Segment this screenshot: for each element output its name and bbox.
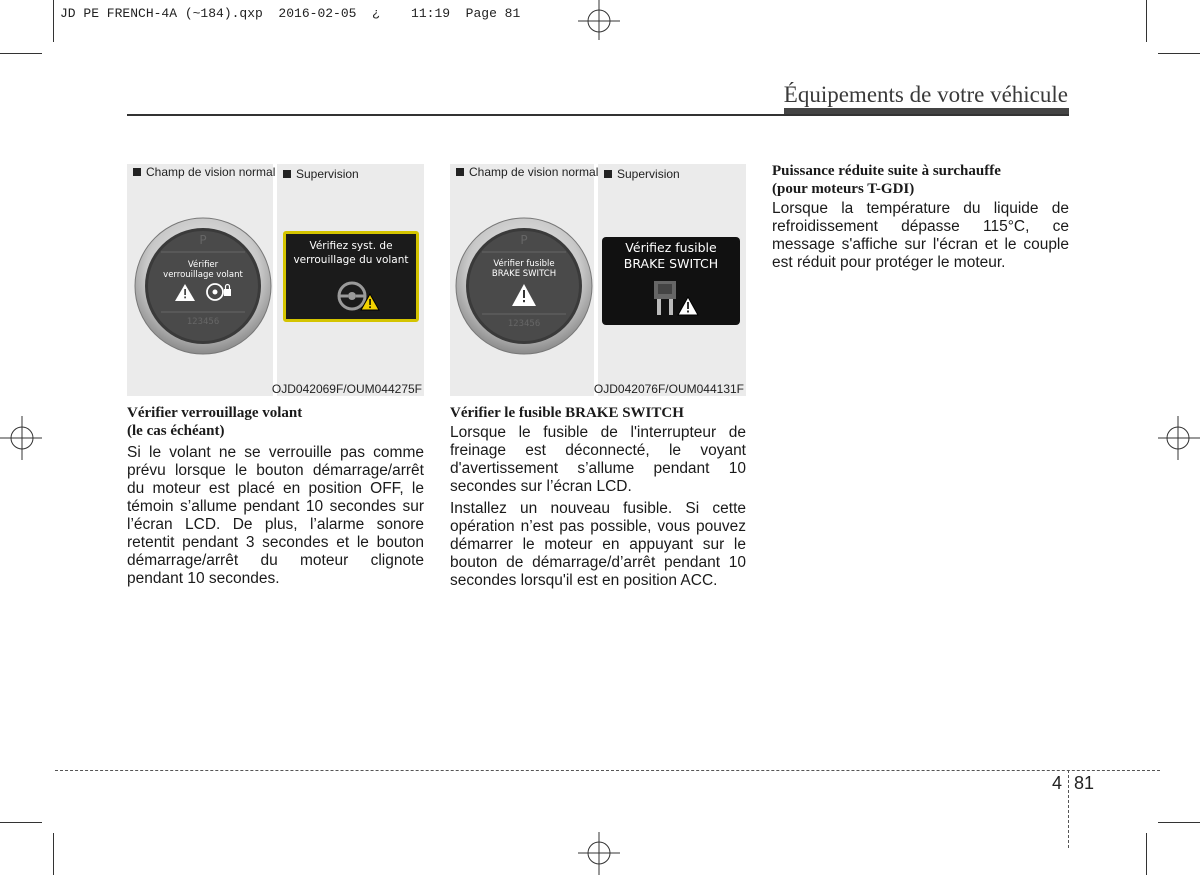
section-heading: Puissance réduite suite à surchauffe (pour moteurs T-GDI) <box>772 163 1001 197</box>
crop-mark <box>1158 53 1200 54</box>
crop-mark <box>0 822 42 823</box>
crop-mark <box>0 53 42 54</box>
section-body <box>450 424 746 590</box>
lcd-supervision-display <box>283 231 419 322</box>
lcd-message-line-2: BRAKE SWITCH <box>623 256 719 271</box>
section-body <box>772 200 1069 272</box>
crop-mark <box>53 0 54 42</box>
figure-label-supervision: Supervision <box>283 167 359 181</box>
fuse-warning-icon <box>650 279 706 321</box>
registration-mark <box>578 832 620 875</box>
figure-code: OJD042076F/OUM044131F <box>593 382 744 396</box>
figure-brake-switch <box>450 164 746 396</box>
section-heading: Vérifier verrouillage volant (le cas échéant) <box>127 405 303 439</box>
section-steering-lock <box>127 404 424 592</box>
section-body <box>127 444 424 588</box>
registration-mark <box>0 416 42 460</box>
figure-divider <box>273 164 277 396</box>
paragraph: Si le volant ne se verrouille pas comme prévu lorsque le bouton démarrage/arrêt du moteur est placé en position OFF, le témoin s’allume pendant 10 secondes sur l’écran LCD. De plus, l’alarme sonore retentit pendant 3 secondes et le bouton démarrage/arrêt du moteur clignote pendant 10 secondes. <box>127 444 424 587</box>
figure-code: OJD042069F/OUM044275F <box>271 382 422 396</box>
figure-steering-lock <box>127 164 424 396</box>
svg-text:P: P <box>199 233 207 247</box>
crop-mark <box>1158 822 1200 823</box>
section-overheat <box>772 162 1069 276</box>
header-rule <box>127 114 1069 116</box>
figure-label-supervision: Supervision <box>604 167 680 181</box>
crop-mark <box>1146 833 1147 875</box>
chapter-number: 4 <box>1052 773 1063 793</box>
steering-warning-icon <box>332 278 382 314</box>
gauge-cluster-display <box>454 216 594 356</box>
paragraph: Lorsque la température du liquide de refroidissement dépasse 115°C, ce message s'affiche sur l'écran et le couple est réduit pour protéger le moteur. <box>772 200 1069 271</box>
print-slug: JD PE FRENCH-4A (~184).qxp 2016-02-05 ¿ 11:19 Page 81 <box>60 6 521 21</box>
lcd-message-line-1: Vérifiez syst. de <box>309 240 393 252</box>
gauge-cluster-display <box>133 216 273 356</box>
gauge-message-line-2: BRAKE SWITCH <box>491 269 557 279</box>
section-brake-switch <box>450 404 746 594</box>
footer-rule <box>55 770 1160 771</box>
lcd-message-line-1: Vérifiez fusible <box>625 240 717 255</box>
footer-page-divider <box>1068 770 1069 848</box>
lcd-message-line-2: verrouillage du volant <box>293 254 409 266</box>
figure-divider <box>594 164 598 396</box>
gauge-message-line-1: Vérifier <box>187 260 219 270</box>
svg-text:123456: 123456 <box>507 319 541 329</box>
lcd-supervision-display <box>602 237 740 325</box>
figure-label-normal: Champ de vision normal <box>133 165 275 179</box>
svg-text:123456: 123456 <box>186 317 220 327</box>
registration-mark <box>1158 416 1200 460</box>
figure-label-normal: Champ de vision normal <box>456 165 598 179</box>
paragraph: Installez un nouveau fusible. Si cette opération n’est pas possible, vous pouvez démarrer le moteur en appuyant sur le bouton de démarrage/d’arrêt pendant 10 secondes lorsqu'il est en position ACC. <box>450 500 746 589</box>
paragraph: Lorsque le fusible de l'interrupteur de freinage est déconnecté, le voyant d'avertissement s’allume pendant 10 secondes sur l’écran LCD. <box>450 424 746 495</box>
crop-mark <box>1146 0 1147 42</box>
section-heading: Vérifier le fusible BRAKE SWITCH <box>450 405 684 421</box>
chapter-title: Équipements de votre véhicule <box>783 82 1068 107</box>
gauge-message-line-2: verrouillage volant <box>163 270 243 280</box>
registration-mark <box>578 0 620 40</box>
gauge-message-line-1: Vérifier fusible <box>493 259 555 269</box>
crop-mark <box>53 833 54 875</box>
page-number: 81 <box>1074 773 1095 793</box>
svg-text:P: P <box>520 233 528 247</box>
